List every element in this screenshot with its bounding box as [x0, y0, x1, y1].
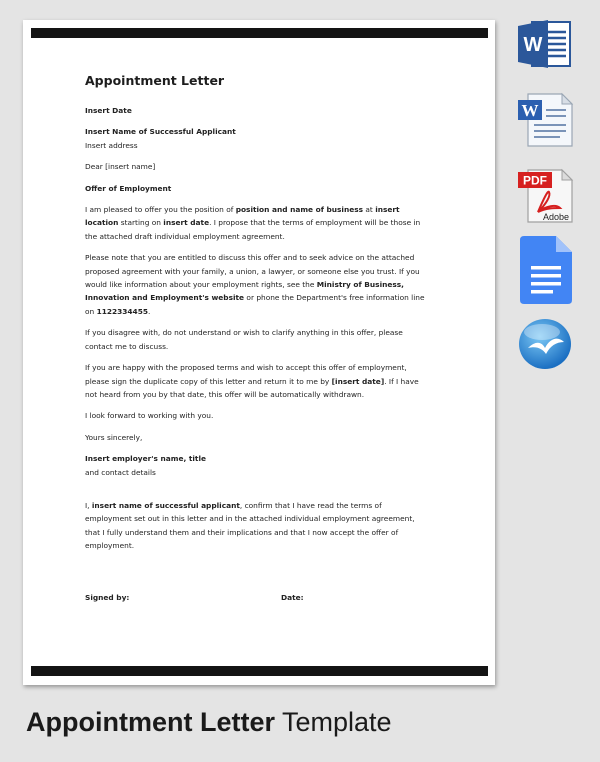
letter-title: Appointment Letter — [85, 73, 225, 88]
applicant-address: Insert address — [85, 140, 138, 150]
signature-row — [85, 591, 430, 604]
adobe-label: Adobe — [542, 212, 570, 222]
paragraph-advice: Please note that you are entitled to discuss this offer and to seek advice on the attached proposed agreement with your family, a union, a lawyer, or someone else you trust. If you would like information about your employment rights, see the Ministry of Business, Innovation and Employment's website or phone the Department's free information line on 1122334455. — [85, 253, 425, 316]
letter-body — [85, 73, 430, 602]
contact-details: and contact details — [85, 467, 156, 477]
pdf-icon[interactable] — [516, 168, 578, 224]
openoffice-icon[interactable] — [516, 316, 574, 372]
bottom-bar — [31, 666, 488, 676]
letter-page — [23, 20, 495, 685]
greeting: Dear [insert name] — [85, 162, 156, 172]
employer-name: Insert employer's name, title — [85, 454, 206, 464]
caption — [26, 704, 392, 740]
top-bar — [31, 28, 488, 38]
applicant-name: Insert Name of Successful Applicant — [85, 127, 236, 137]
caption-bold: Appointment Letter — [26, 707, 275, 737]
offer-heading: Offer of Employment — [85, 183, 172, 193]
caption-normal: Template — [275, 707, 392, 737]
word-icon[interactable] — [516, 18, 574, 70]
word-document-icon[interactable] — [516, 92, 578, 148]
svg-text:W: W — [521, 101, 539, 120]
pdf-label: PDF — [523, 173, 547, 188]
word-letter: W — [523, 34, 543, 56]
google-docs-icon[interactable] — [516, 234, 574, 306]
paragraph-clarify: If you disagree with, do not understand or wish to clarify anything in this offer, please contact me to discuss. — [85, 328, 403, 351]
closing: Yours sincerely, — [85, 432, 143, 442]
paragraph-offer: I am pleased to offer you the position of position and name of business at insert location starting on insert date. I propose that the terms of employment will be those in the attached draft individual employment agreement. — [85, 205, 421, 241]
paragraph-confirm: I, insert name of successful applicant, confirm that I have read the terms of employment set out in this letter and in the attached individual employment agreement, that I fully understand them and their implications and that I now accept the offer of employment. — [85, 500, 415, 551]
insert-date: Insert Date — [85, 106, 132, 115]
signed-by-label: Signed by: — [85, 593, 130, 602]
date-label: Date: — [281, 593, 304, 602]
paragraph-accept: If you are happy with the proposed terms and wish to accept this offer of employment, please sign the duplicate copy of this letter and return it to me by [insert date]. If I have not heard from you by that date, this offer will be automatically withdrawn. — [85, 363, 419, 399]
paragraph-forward: I look forward to working with you. — [85, 411, 214, 421]
